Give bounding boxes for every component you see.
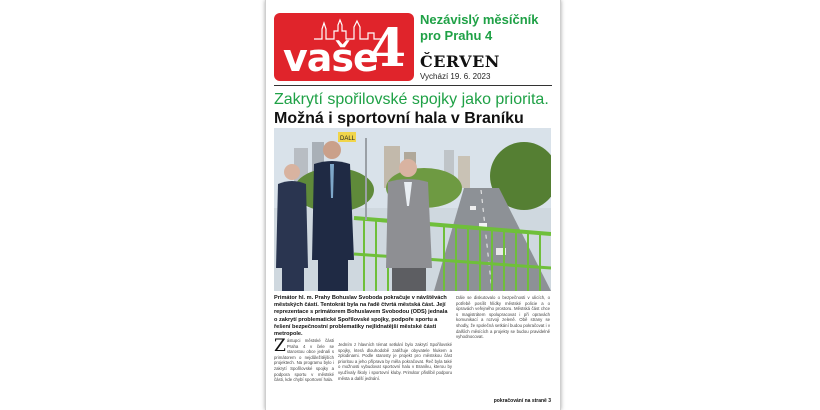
cover-photo-illustration xyxy=(274,128,551,291)
article-column-2: Jedním z hlavních témat setkání bylo zakrytí Spořilovské spojky, která dlouhodobě zatěžuje obyvatele hlukem a zplodinami. Podle starosty je projekt pro městskou část prioritou a jeho příprava by měla pokračovat. Řeč byla také o možnosti vybudovat sportovní halu v Braníku, kterou by využívaly školy i sportovní kluby. Primátor přislíbil podporu města a další jednání. xyxy=(338,342,452,381)
article-column-1 xyxy=(274,338,334,383)
newspaper-front-page xyxy=(265,0,561,410)
article-lead: Primátor hl. m. Prahy Bohuslav Svoboda pokračuje v návštěvách městských částí. Tentokrát byla na řadě čtvrtá městská část. Její reprezentace s primátorem Bohuslavem Svobodou (ODS) jednala o zakrytí problematické Spořilovské spojky, podpoře sportu a řešení bezpečnostní problematiky nejlidnatější městské části metropole. xyxy=(274,295,448,338)
drop-cap: Z xyxy=(274,336,286,356)
headline-secondary: Možná i sportovní hala v Braníku xyxy=(274,110,524,127)
logo-wordmark: vaše xyxy=(283,36,378,80)
issue-date: Vychází 19. 6. 2023 xyxy=(420,72,491,81)
article-column-3: Dále se diskutovalo o bezpečnosti v ulicích, o potřebě posílit hlídky městské policie a o úpravách veřejného prostoru. Městská část chce s magistrátem spolupracovat i při opravách komunikací a rozvoji zeleně. Obě strany se shodly, že společná setkání budou pokračovat i v dalších měsících a projekty se budou pravidelně vyhodnocovat. xyxy=(456,295,550,340)
tagline: Nezávislý měsíčník pro Prahu 4 xyxy=(420,12,539,43)
cover-photo xyxy=(274,128,551,291)
continued-link[interactable]: pokračování na straně 3 xyxy=(493,398,551,404)
issue-month: ČERVEN xyxy=(420,52,500,71)
column-1-text: ástupci městské části Praha 4 v čele se starostou obce jednali s primátorem o nejdůležitějších projektech. Na programu bylo i zakrytí Spořilovské spojky a podpora sportu v městské části, kde chybí sportovní hala. xyxy=(274,338,334,383)
logo-number: 4 xyxy=(369,18,406,79)
street-sign-text: DALL xyxy=(340,136,356,142)
headline-primary: Zakrytí spořilovské spojky jako priorita. xyxy=(274,91,549,108)
masthead-divider xyxy=(274,85,552,86)
masthead-logo xyxy=(274,13,414,81)
